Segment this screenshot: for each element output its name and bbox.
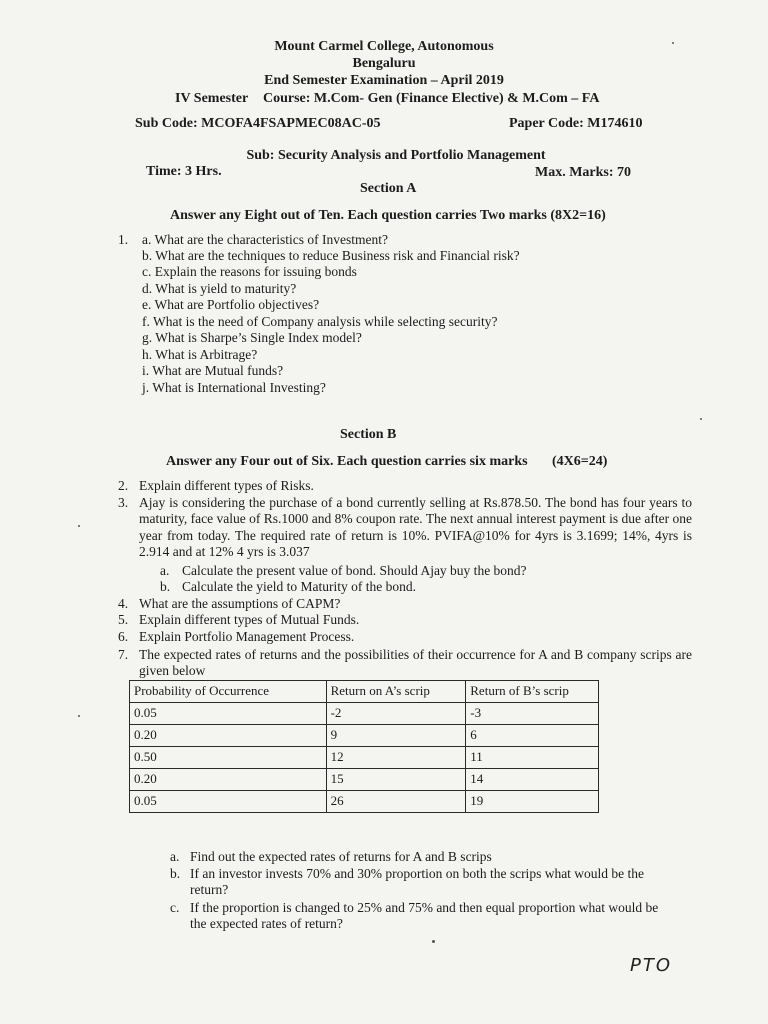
question-7-sub-c-label: c. (170, 900, 180, 915)
table-row (130, 791, 599, 813)
question-7-sub-b-line2: return? (190, 882, 229, 897)
table-cell: 0.05 (130, 703, 327, 725)
question-number-2: 2. (118, 478, 129, 493)
paper-code: Paper Code: M174610 (509, 116, 643, 131)
list-item: j. What is International Investing? (142, 380, 326, 395)
list-item: h. What is Arbitrage? (142, 347, 258, 362)
question-7-sub-b-label: b. (170, 866, 181, 881)
scan-speck (672, 42, 674, 44)
section-a-instruction: Answer any Eight out of Ten. Each question carries Two marks (8X2=16) (170, 208, 606, 223)
list-item: f. What is the need of Company analysis while selecting security? (142, 314, 498, 329)
table-cell: 14 (466, 769, 599, 791)
table-cell: 9 (326, 725, 466, 747)
question-number-3: 3. (118, 495, 129, 510)
scan-speck (432, 940, 435, 943)
max-marks: Max. Marks: 70 (535, 165, 632, 180)
pto-handwritten-note: PTO (630, 955, 673, 976)
question-2-text: Explain different types of Risks. (139, 478, 314, 493)
returns-table (129, 680, 599, 813)
question-number-5: 5. (118, 612, 129, 627)
exam-duration: Time: 3 Hrs. (146, 164, 222, 179)
table-cell: 0.20 (130, 725, 327, 747)
list-item: g. What is Sharpe’s Single Index model? (142, 330, 362, 345)
section-b-instruction: Answer any Four out of Six. Each question carries six marks (166, 454, 528, 469)
table-cell: 26 (326, 791, 466, 813)
course-label: Course: M.Com- Gen (Finance Elective) & M.Com – FA (263, 91, 600, 106)
table-row (130, 703, 599, 725)
table-cell: 0.20 (130, 769, 327, 791)
scan-speck (78, 525, 80, 527)
table-row (130, 725, 599, 747)
list-item: a. What are the characteristics of Investment? (142, 232, 389, 247)
question-7-sub-a-label: a. (170, 849, 180, 864)
table-cell: 11 (466, 747, 599, 769)
list-item: e. What are Portfolio objectives? (142, 297, 320, 312)
list-item: b. What are the techniques to reduce Business risk and Financial risk? (142, 248, 520, 263)
question-3-sub-a-label: a. (160, 563, 170, 578)
exam-title: End Semester Examination – April 2019 (264, 73, 504, 88)
subject-code: Sub Code: MCOFA4FSAPMEC08AC-05 (135, 116, 381, 131)
question-3-sub-b-label: b. (160, 579, 171, 594)
question-number-1: 1. (118, 232, 129, 247)
table-cell: 6 (466, 725, 599, 747)
list-item: i. What are Mutual funds? (142, 363, 284, 378)
section-b-title: Section B (340, 427, 397, 442)
question-5-text: Explain different types of Mutual Funds. (139, 612, 360, 627)
table-cell: 12 (326, 747, 466, 769)
question-7-text: The expected rates of returns and the possibilities of their occurrence for A and B company scrips are given below (139, 647, 692, 678)
scan-speck (700, 418, 702, 420)
question-7-sub-c-line1: If the proportion is changed to 25% and 75% and then equal proportion what would be (190, 900, 659, 915)
college-city: Bengaluru (352, 56, 416, 71)
table-header-cell: Return of B’s scrip (466, 681, 599, 703)
table-cell: 19 (466, 791, 599, 813)
question-4-text: What are the assumptions of CAPM? (139, 596, 341, 611)
question-number-6: 6. (118, 629, 129, 644)
question-7-sub-a: Find out the expected rates of returns for A and B scrips (190, 849, 492, 864)
table-cell: 0.50 (130, 747, 327, 769)
semester-label: IV Semester (175, 91, 249, 106)
question-6-text: Explain Portfolio Management Process. (139, 629, 355, 644)
question-number-4: 4. (118, 596, 129, 611)
table-cell: -2 (326, 703, 466, 725)
table-cell: -3 (466, 703, 599, 725)
section-a-title: Section A (360, 181, 417, 196)
table-header-row (130, 681, 599, 703)
table-cell: 15 (326, 769, 466, 791)
list-item: c. Explain the reasons for issuing bonds (142, 264, 357, 279)
table-row (130, 769, 599, 791)
section-b-marks: (4X6=24) (552, 454, 608, 469)
table-header-cell: Probability of Occurrence (130, 681, 327, 703)
question-7-sub-b-line1: If an investor invests 70% and 30% proportion on both the scrips what would be the (190, 866, 645, 881)
question-3-sub-a: Calculate the present value of bond. Should Ajay buy the bond? (182, 563, 527, 578)
table-row (130, 747, 599, 769)
subject-title: Sub: Security Analysis and Portfolio Management (246, 148, 546, 163)
list-item: d. What is yield to maturity? (142, 281, 297, 296)
table-header-cell: Return on A’s scrip (326, 681, 466, 703)
question-number-7: 7. (118, 647, 129, 662)
table-cell: 0.05 (130, 791, 327, 813)
question-7-sub-c-line2: the expected rates of return? (190, 916, 343, 931)
scan-speck (78, 715, 80, 717)
question-3-text: Ajay is considering the purchase of a bond currently selling at Rs.878.50. The bond has four years to maturity, face value of Rs.1000 and 8% coupon rate. The next annual interest payment is due after one year from today. The required rate of return is 10%. PVIFA@10% for 4yrs is 3.1699; 14%, 4yrs is 2.914 and at 12% 4 yrs is 3.037 (139, 495, 692, 559)
question-3-sub-b: Calculate the yield to Maturity of the bond. (182, 579, 416, 594)
college-name: Mount Carmel College, Autonomous (274, 39, 494, 54)
